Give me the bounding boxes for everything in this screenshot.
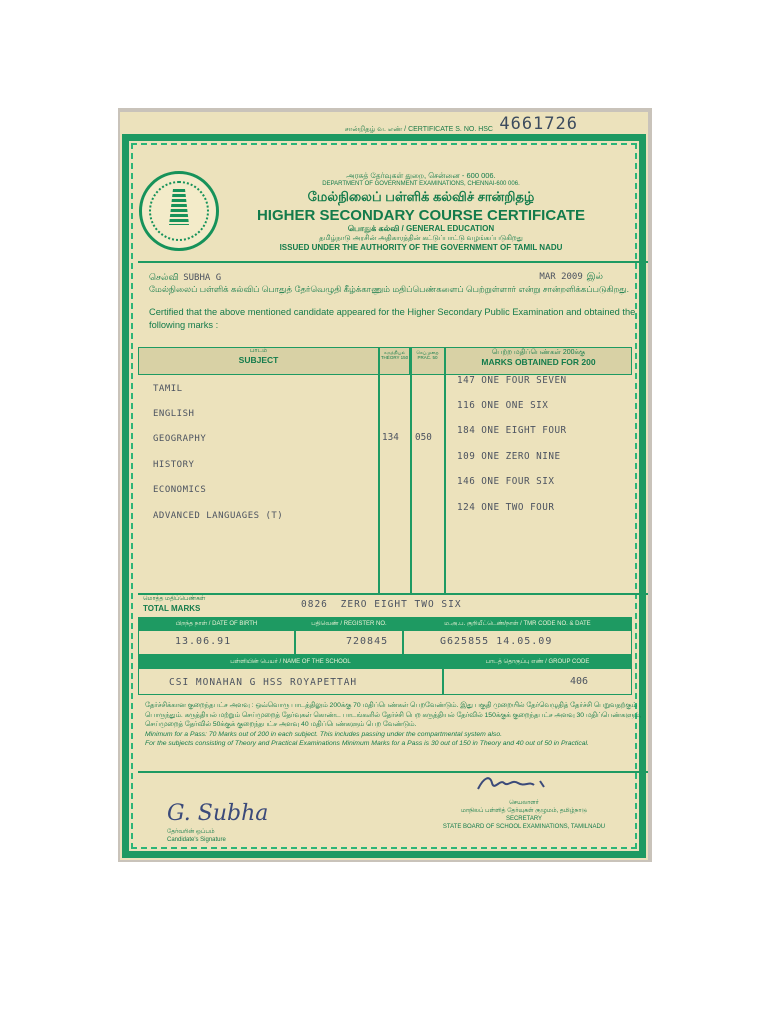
register-value: 720845 xyxy=(346,636,389,647)
candidate-signature: G. Subha xyxy=(167,801,269,826)
practical-marks: 050 xyxy=(415,432,432,443)
exam-session-suffix: இல் xyxy=(586,271,603,281)
col-divider xyxy=(378,347,380,593)
subject-header-ta: பாடம் xyxy=(249,348,268,354)
subject-name: ENGLISH xyxy=(153,409,195,419)
candidate-prefix: செல்வி xyxy=(149,272,179,282)
header-subtitle: பொதுக் கல்வி / GENERAL EDUCATION xyxy=(347,224,495,233)
tmr-date: 14.05.09 xyxy=(496,636,553,647)
notes-tamil: தேர்ச்சிக்கான குறைந்தபட்ச அளவு : ஒவ்வொரு பாடத்திலும் 200க்கு 70 மதிப்பெண்கள் பெறவேண்டும். இது பகுதி முறையில் தேர்வெழுதித் தேர்ச்சி பெறுவதற்கும் பொருந்தும். கருத்தியல் மற்றும் செய்முறைத் தேர்வுகள் கொண்ட பாடங்களில் தேர்ச்சி பெற கருத்தியல் தேர்வில் 150க்குக் குறைந்தபட்ச அளவு 30 மதிப்பெண்களும், செய்முறைத் தேர்வில் 50க்குக் குறைந்தபட்ச அளவு 40 மதிப்பெண்களும் பெற வேண்டும். xyxy=(145,702,642,729)
dob-label: பிறந்த நாள் / DATE OF BIRTH xyxy=(139,618,294,631)
subject-header-en: SUBJECT xyxy=(238,355,279,365)
marks-obtained xyxy=(457,400,548,411)
header xyxy=(221,171,621,252)
tmr-label: ம.அ.ப. குறியீட்டெண்/நாள் / TMR CODE NO. & DATE xyxy=(404,618,631,631)
divider xyxy=(138,771,648,773)
marks-number: 184 xyxy=(457,425,476,436)
candidate-name: SUBHA G xyxy=(183,273,222,283)
practical-header-text: செய்முறை PRAC. 50 xyxy=(416,350,439,361)
header-english-authority: ISSUED UNDER THE AUTHORITY OF THE GOVERNMENT OF TAMIL NADU xyxy=(279,243,563,252)
marks-number: 124 xyxy=(457,502,476,513)
col-divider xyxy=(444,347,446,593)
secretary-signature-icon xyxy=(474,771,554,797)
subject-name: GEOGRAPHY xyxy=(153,434,207,444)
subject-name: TAMIL xyxy=(153,384,183,394)
header-tamil-title: மேல்நிலைப் பள்ளிக் கல்விச் சான்றிதழ் xyxy=(307,189,535,204)
secretary-label-ta: செயலாளர் xyxy=(509,800,539,806)
school-label: பள்ளியின் பெயர் / NAME OF THE SCHOOL xyxy=(139,656,442,669)
total-label-en: TOTAL MARKS xyxy=(143,604,201,613)
tmr-value xyxy=(440,636,552,647)
marks-number: 147 xyxy=(457,375,476,386)
marks-words: ONE EIGHT FOUR xyxy=(481,425,567,436)
divider xyxy=(138,593,648,595)
candidate-label-ta: தேர்வரின் ஒப்பம் xyxy=(167,829,215,835)
theory-marks: 134 xyxy=(382,432,399,443)
tmr-code: G625855 xyxy=(440,636,490,647)
marks-obtained xyxy=(457,425,567,436)
group-label: பாடத் தொகுப்பு எண் / GROUP CODE xyxy=(444,656,631,669)
certificate-frame xyxy=(122,134,646,858)
marks-header-ta: பெற்ற மதிப்பெண்கள் 200க்கு xyxy=(491,349,586,356)
certificate xyxy=(120,112,648,860)
candidate-signature-label xyxy=(167,829,226,845)
marks-number: 146 xyxy=(457,476,476,487)
school-name: CSI MONAHAN G HSS ROYAPETTAH xyxy=(169,677,358,688)
notes-english-1: Minimum for a Pass: 70 Marks out of 200 in each subject. This includes passing under the compartmental system also. xyxy=(145,730,503,738)
marks-obtained xyxy=(457,476,554,487)
marks-words: ONE ONE SIX xyxy=(481,400,549,411)
col-divider xyxy=(410,347,412,593)
secretary-board-ta: மாநிலப் பள்ளித் தேர்வுகள் குழுமம், தமிழ்நாடு xyxy=(461,808,587,815)
subject-name: ADVANCED LANGUAGES (T) xyxy=(153,511,284,521)
notes-english-2: For the subjects consisting of Theory and Practical Examinations Minimum Marks for a Pass is 30 out of 150 in Theory and 40 out of 50 in Practical. xyxy=(145,740,589,748)
marks-words: ONE FOUR SIX xyxy=(481,476,555,487)
marks-number: 109 xyxy=(457,451,476,462)
candidate-name-line xyxy=(149,272,221,284)
marks-header xyxy=(445,347,632,375)
secretary-labels xyxy=(409,799,639,831)
marks-obtained xyxy=(457,375,567,386)
marks-words: ONE ZERO NINE xyxy=(481,451,561,462)
group-code: 406 xyxy=(570,676,589,687)
marks-obtained xyxy=(457,451,561,462)
header-english-line1: DEPARTMENT OF GOVERNMENT EXAMINATIONS, CHENNAI-600 006. xyxy=(322,181,520,187)
group-box xyxy=(443,655,632,695)
dob-value: 13.06.91 xyxy=(175,636,232,647)
divider xyxy=(138,261,648,263)
marks-number: 116 xyxy=(457,400,476,411)
exam-session-line xyxy=(539,271,603,283)
header-tamil-authority: தமிழ்நாடு அரசின் அதிகாரத்தின் கட்டுப்பாட்டு வழங்கப்படுகிறது xyxy=(319,235,523,242)
total-value: 0826 xyxy=(301,599,328,610)
certification-tamil: மேல்நிலைப் பள்ளிக் கல்விப் பொதுத் தேர்வெழுதி கீழ்க்காணும் மதிப்பெண்களைப் பெற்றுள்ளார் என்று சான்றளிக்கப்படுகிறது. xyxy=(149,284,629,294)
header-english-title: HIGHER SECONDARY COURSE CERTIFICATE xyxy=(256,207,586,224)
theory-header-text: கருத்தியல் THEORY 150 xyxy=(380,350,409,361)
marks-obtained xyxy=(457,502,554,513)
register-label: பதிவெண் / REGISTER NO. xyxy=(296,618,402,631)
theory-header xyxy=(379,347,410,375)
pass-notes xyxy=(145,701,645,749)
secretary-label-en: SECRETARY xyxy=(505,816,543,823)
total-words: ZERO EIGHT TWO SIX xyxy=(340,599,462,610)
exam-session: MAR 2009 xyxy=(539,272,583,282)
practical-header xyxy=(410,347,445,375)
certificate-number: 4661726 xyxy=(499,114,578,134)
dob-box xyxy=(138,617,295,655)
marks-words: ONE TWO FOUR xyxy=(481,502,555,513)
tmr-box xyxy=(403,617,632,655)
certificate-number-label: சான்றிதழ் வ. எண் / CERTIFICATE S. NO. HSC xyxy=(344,126,493,133)
marks-header-en: MARKS OBTAINED FOR 200 xyxy=(481,357,596,367)
tamil-nadu-emblem-icon xyxy=(139,171,219,251)
subject-name: HISTORY xyxy=(153,460,195,470)
total-marks xyxy=(301,599,462,610)
marks-words: ONE FOUR SEVEN xyxy=(481,375,567,386)
subject-name: ECONOMICS xyxy=(153,485,207,495)
school-box xyxy=(138,655,443,695)
total-label-ta: மொத்த மதிப்பெண்கள் xyxy=(143,596,206,602)
subject-header xyxy=(138,347,379,375)
header-tamil-line1: அரசுத் தேர்வுகள் துறை, சென்னை - 600 006. xyxy=(346,171,496,180)
register-box xyxy=(295,617,403,655)
secretary-board-en: STATE BOARD OF SCHOOL EXAMINATIONS, TAMILNADU xyxy=(442,824,606,831)
certification-english: Certified that the above mentioned candidate appeared for the Higher Secondary Public Examination and obtained the following marks : xyxy=(149,307,636,331)
candidate-label-en: Candidate's Signature xyxy=(167,836,226,843)
